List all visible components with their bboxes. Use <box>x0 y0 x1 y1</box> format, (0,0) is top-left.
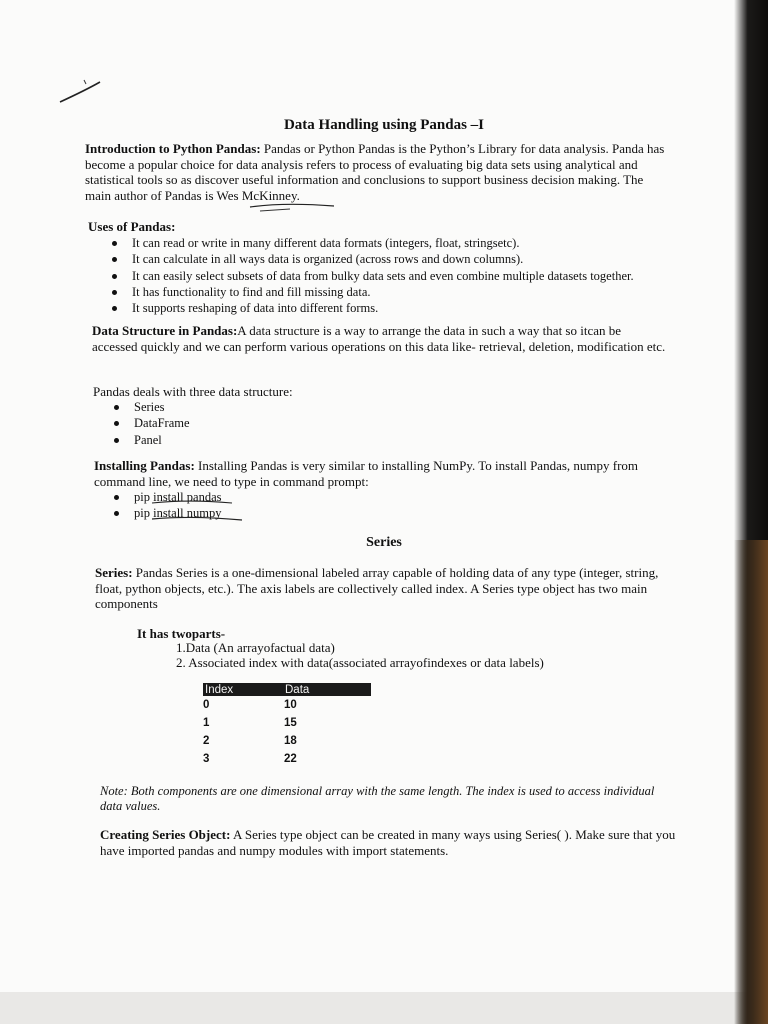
installing-paragraph <box>94 458 672 489</box>
table-cell: 1 <box>203 717 210 729</box>
handwritten-underline <box>248 201 338 213</box>
table-header: Index <box>203 683 283 696</box>
series-paragraph <box>95 565 687 612</box>
list-item: pip install numpy <box>110 505 222 521</box>
table-cell: 18 <box>284 735 297 747</box>
list-item: 1.Data (An arrayofactual data) <box>176 640 335 655</box>
creating-paragraph <box>100 827 684 858</box>
installing-label: Installing Pandas: <box>94 458 195 473</box>
list-item: Series <box>110 399 190 415</box>
table-cell: 22 <box>284 753 297 765</box>
table-cell: 3 <box>203 753 210 765</box>
table-header: Data <box>283 683 371 696</box>
structures-list <box>110 399 190 448</box>
series-label: Series: <box>95 565 133 580</box>
table-row <box>203 732 371 750</box>
data-structure-label: Data Structure in Pandas: <box>92 323 238 338</box>
table-row <box>203 750 371 768</box>
uses-heading: Uses of Pandas: <box>88 219 176 234</box>
series-index-table <box>203 683 371 768</box>
table-cell: 2 <box>203 735 210 747</box>
uses-list <box>108 235 634 316</box>
table-cell: 10 <box>284 699 297 711</box>
handwritten-underline <box>150 500 250 526</box>
scan-bottom-margin <box>0 992 768 1024</box>
creating-label: Creating Series Object: <box>100 827 231 842</box>
intro-text: Pandas or Python Pandas is the Python’s Library for data analysis. Panda has become a popular choice for data analysis refers to process of evaluating big data sets using analytical and statistical tools so as discover useful information and conclusions to support business decision making. The main author of Pandas is Wes McKinney. <box>85 141 665 203</box>
list-item: It has functionality to find and fill missing data. <box>108 284 634 300</box>
series-text: Pandas Series is a one-dimensional labeled array capable of holding data of any type (integer, string, float, python objects, etc.). The axis labels are collectively called index. A Series type object has two main components <box>95 565 659 611</box>
list-item: It can calculate in all ways data is organized (across rows and down columns). <box>108 251 634 267</box>
installing-text: Installing Pandas is very similar to installing NumPy. To install Pandas, numpy from command line, we need to type in command prompt: <box>94 458 639 489</box>
table-row <box>203 696 371 714</box>
list-item: 2. Associated index with data(associated arrayofindexes or data labels) <box>176 655 544 670</box>
table-row <box>203 714 371 732</box>
series-section-title: Series <box>366 535 402 550</box>
table-cell: 15 <box>284 717 297 729</box>
parts-list <box>176 640 544 670</box>
list-item: It can read or write in many different data formats (integers, float, stringsetc). <box>108 235 634 251</box>
list-item: Panel <box>110 432 190 448</box>
data-structure-paragraph <box>92 323 668 354</box>
intro-label: Introduction to Python Pandas: <box>85 141 261 156</box>
page-title: Data Handling using Pandas –I <box>283 117 485 133</box>
list-item: It supports reshaping of data into different forms. <box>108 300 634 316</box>
creating-text: A Series type object can be created in many ways using Series( ). Make sure that you have imported pandas and numpy modules with import statements. <box>100 827 676 858</box>
table-cell: 0 <box>203 699 210 711</box>
list-item: It can easily select subsets of data from bulky data sets and even combine multiple datasets together. <box>108 268 634 284</box>
three-structures-intro: Pandas deals with three data structure: <box>93 384 293 399</box>
list-item: pip install pandas <box>110 489 222 505</box>
intro-paragraph <box>85 141 665 203</box>
scan-edge-shadow <box>734 0 768 1024</box>
pen-stroke-mark <box>58 78 108 108</box>
twoparts-heading: It has twoparts- <box>137 626 226 641</box>
table-header-row <box>203 683 371 696</box>
list-item: DataFrame <box>110 415 190 431</box>
note-text: Note: Both components are one dimensional array with the same length. The index is used to access individual data values. <box>100 784 655 813</box>
data-structure-text: A data structure is a way to arrange the data in such a way that so itcan be accessed quickly and we can perform various operations on this data like- retrieval, deletion, modification etc. <box>92 323 666 354</box>
